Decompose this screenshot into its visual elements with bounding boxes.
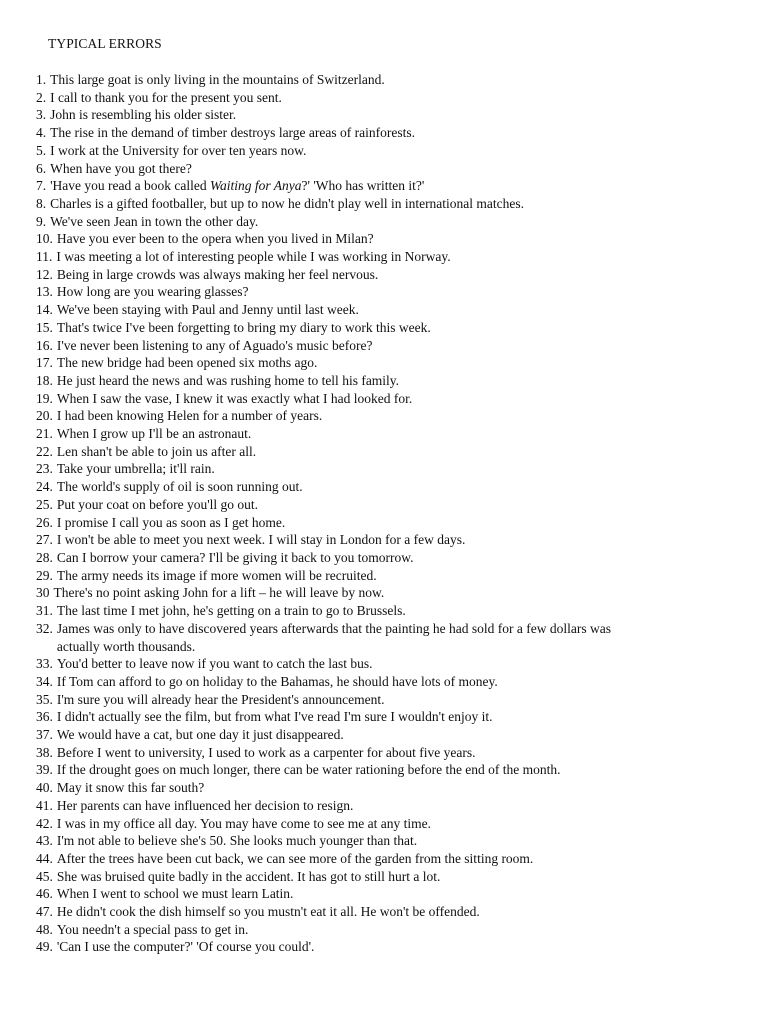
list-item xyxy=(36,850,736,868)
item-text xyxy=(57,425,736,443)
item-text-main: Put your coat on before you'll go out. xyxy=(56,496,259,512)
error-list xyxy=(36,71,736,956)
item-text xyxy=(57,620,736,655)
item-text-main: There's no point asking John for a lift – he will leave by now. xyxy=(53,585,385,601)
item-number: 23. xyxy=(36,461,53,477)
item-text xyxy=(57,691,736,709)
document-title: TYPICAL ERRORS xyxy=(48,36,162,51)
item-text-main: That's twice I've been forgetting to bring my diary to work this week. xyxy=(56,319,431,335)
item-text xyxy=(57,761,736,779)
item-text-main: After the trees have been cut back, we can see more of the garden from the sitting room. xyxy=(56,850,534,866)
item-text xyxy=(57,354,736,372)
item-text-main: John is resembling his older sister. xyxy=(50,107,237,123)
item-text-main: The last time I met john, he's getting on a train to go to Brussels. xyxy=(56,603,406,619)
list-item xyxy=(36,938,736,956)
item-number: 16. xyxy=(36,337,53,353)
item-text xyxy=(57,673,736,691)
item-text xyxy=(57,319,736,337)
item-text-main: I had been knowing Helen for a number of years. xyxy=(56,408,323,424)
item-number: 17. xyxy=(36,355,53,371)
list-item xyxy=(36,460,736,478)
item-text xyxy=(50,71,736,89)
item-text xyxy=(57,283,736,301)
item-text xyxy=(57,514,736,532)
item-text-main: 'Can I use the computer?' 'Of course you could'. xyxy=(56,939,315,955)
item-text xyxy=(57,478,736,496)
list-item xyxy=(36,319,736,337)
list-item xyxy=(36,443,736,461)
item-number: 4. xyxy=(36,125,47,141)
item-text-main: I call to thank you for the present you sent. xyxy=(50,89,282,105)
item-text-main: I work at the University for over ten years now. xyxy=(50,142,307,158)
list-item xyxy=(36,124,736,142)
item-text xyxy=(50,89,736,107)
list-item xyxy=(36,354,736,372)
list-item xyxy=(36,425,736,443)
list-item xyxy=(36,673,736,691)
list-item xyxy=(36,372,736,390)
item-number: 45. xyxy=(36,868,53,884)
item-text-main: We would have a cat, but one day it just disappeared. xyxy=(56,727,344,743)
item-number: 35. xyxy=(36,691,53,707)
item-text xyxy=(57,815,736,833)
item-text-main: I didn't actually see the film, but from what I've read I'm sure I wouldn't enjoy it. xyxy=(56,709,493,725)
item-number: 14. xyxy=(36,302,53,318)
item-text xyxy=(57,885,736,903)
item-number: 40. xyxy=(36,780,53,796)
item-text xyxy=(57,903,736,921)
item-text xyxy=(57,230,736,248)
list-item xyxy=(36,177,736,195)
item-number: 9. xyxy=(36,213,47,229)
item-text-main: When I went to school we must learn Latin. xyxy=(56,886,294,902)
item-text xyxy=(57,443,736,461)
item-text-main: I'm sure you will already hear the President's announcement. xyxy=(56,691,385,707)
list-item xyxy=(36,655,736,673)
item-text xyxy=(50,213,736,231)
item-text-main: How long are you wearing glasses? xyxy=(56,284,249,300)
item-text-main: Being in large crowds was always making her feel nervous. xyxy=(56,266,379,282)
item-text-part: ?' 'Who has written it?' xyxy=(301,178,425,194)
item-text xyxy=(50,124,736,142)
list-item xyxy=(36,337,736,355)
list-item xyxy=(36,602,736,620)
item-number: 36. xyxy=(36,709,53,725)
list-item xyxy=(36,514,736,532)
item-text xyxy=(57,938,736,956)
item-number: 8. xyxy=(36,195,47,211)
item-text xyxy=(50,177,736,195)
list-item xyxy=(36,213,736,231)
item-text xyxy=(57,337,736,355)
item-number: 3. xyxy=(36,107,47,123)
item-number: 22. xyxy=(36,443,53,459)
item-text xyxy=(57,531,736,549)
list-item xyxy=(36,531,736,549)
list-item xyxy=(36,230,736,248)
list-item xyxy=(36,283,736,301)
item-text-main: Her parents can have influenced her decision to resign. xyxy=(56,797,354,813)
item-text-main: The army needs its image if more women will be recruited. xyxy=(56,567,377,583)
item-text xyxy=(57,567,736,585)
item-text xyxy=(57,744,736,762)
item-text xyxy=(50,195,736,213)
item-text xyxy=(56,248,736,266)
list-item xyxy=(36,89,736,107)
item-text xyxy=(57,726,736,744)
item-text-main: I'm not able to believe she's 50. She looks much younger than that. xyxy=(56,833,418,849)
list-item xyxy=(36,779,736,797)
item-text xyxy=(57,832,736,850)
list-item xyxy=(36,761,736,779)
book-title-italic: Waiting for Anya xyxy=(210,178,302,194)
list-item xyxy=(36,496,736,514)
item-number: 47. xyxy=(36,904,53,920)
item-text-main: Have you ever been to the opera when you lived in Milan? xyxy=(56,231,374,247)
item-text-main: I won't be able to meet you next week. I will stay in London for a few days. xyxy=(56,532,466,548)
item-text-main: I was meeting a lot of interesting people while I was working in Norway. xyxy=(56,249,451,265)
item-text-main: The new bridge had been opened six moths ago. xyxy=(56,355,318,371)
item-text xyxy=(57,407,736,425)
list-item xyxy=(36,903,736,921)
item-number: 20. xyxy=(36,408,53,424)
item-text xyxy=(57,372,736,390)
item-number: 19. xyxy=(36,390,53,406)
item-text xyxy=(57,850,736,868)
item-text-main: You needn't a special pass to get in. xyxy=(56,921,249,937)
item-number: 39. xyxy=(36,762,53,778)
item-number: 33. xyxy=(36,656,53,672)
item-number: 30 xyxy=(36,585,50,601)
list-item xyxy=(36,584,736,602)
list-item xyxy=(36,142,736,160)
list-item xyxy=(36,620,736,655)
item-text xyxy=(57,496,736,514)
item-number: 31. xyxy=(36,603,53,619)
item-number: 48. xyxy=(36,921,53,937)
item-text-main: When I saw the vase, I knew it was exactly what I had looked for. xyxy=(56,390,413,406)
item-text xyxy=(57,779,736,797)
item-number: 18. xyxy=(36,372,53,388)
list-item xyxy=(36,549,736,567)
list-item xyxy=(36,248,736,266)
list-item xyxy=(36,390,736,408)
item-text-main: We've been staying with Paul and Jenny until last week. xyxy=(56,302,359,318)
list-item xyxy=(36,726,736,744)
item-text xyxy=(57,868,736,886)
item-number: 12. xyxy=(36,266,53,282)
item-text xyxy=(57,390,736,408)
item-text xyxy=(54,584,737,602)
item-text-main: Can I borrow your camera? I'll be giving it back to you tomorrow. xyxy=(56,549,414,565)
item-number: 38. xyxy=(36,744,53,760)
list-item xyxy=(36,266,736,284)
item-number: 49. xyxy=(36,939,53,955)
item-number: 28. xyxy=(36,549,53,565)
item-text-main: We've seen Jean in town the other day. xyxy=(50,213,259,229)
item-text-main: Len shan't be able to join us after all. xyxy=(56,443,257,459)
item-number: 11. xyxy=(36,249,53,265)
item-text xyxy=(57,921,736,939)
list-item xyxy=(36,815,736,833)
item-number: 42. xyxy=(36,815,53,831)
item-number: 27. xyxy=(36,532,53,548)
item-text xyxy=(57,797,736,815)
list-item xyxy=(36,301,736,319)
item-text xyxy=(57,460,736,478)
item-text-part: 'Have you read a book called xyxy=(50,178,210,194)
item-text-main: The rise in the demand of timber destroys large areas of rainforests. xyxy=(50,125,416,141)
list-item xyxy=(36,407,736,425)
item-text-main: He just heard the news and was rushing home to tell his family. xyxy=(56,372,400,388)
item-number: 29. xyxy=(36,567,53,583)
item-text-main: He didn't cook the dish himself so you mustn't eat it all. He won't be offended. xyxy=(56,904,480,920)
item-number: 43. xyxy=(36,833,53,849)
item-text-main: Charles is a gifted footballer, but up to now he didn't play well in international matches. xyxy=(50,195,525,211)
item-number: 32. xyxy=(36,620,53,636)
item-number: 5. xyxy=(36,142,47,158)
item-number: 10. xyxy=(36,231,53,247)
item-text-main: This large goat is only living in the mountains of Switzerland. xyxy=(50,72,385,87)
item-number: 37. xyxy=(36,727,53,743)
item-text-main: The world's supply of oil is soon running out. xyxy=(56,479,303,495)
item-number: 6. xyxy=(36,160,47,176)
list-item xyxy=(36,797,736,815)
list-item xyxy=(36,478,736,496)
item-text-main: If the drought goes on much longer, there can be water rationing before the end of the month. xyxy=(56,762,561,778)
item-number: 21. xyxy=(36,426,53,442)
list-item xyxy=(36,744,736,762)
item-text-main: Before I went to university, I used to work as a carpenter for about five years. xyxy=(56,744,476,760)
item-number: 7. xyxy=(36,178,47,194)
item-text xyxy=(57,549,736,567)
list-item xyxy=(36,832,736,850)
list-item xyxy=(36,160,736,178)
item-text-main: I was in my office all day. You may have come to see me at any time. xyxy=(56,815,432,831)
item-text-main: If Tom can afford to go on holiday to the Bahamas, he should have lots of money. xyxy=(56,673,498,689)
item-text xyxy=(50,142,736,160)
item-number: 26. xyxy=(36,514,53,530)
list-item xyxy=(36,71,736,89)
list-item xyxy=(36,106,736,124)
item-text-main: Take your umbrella; it'll rain. xyxy=(56,461,215,477)
list-item xyxy=(36,885,736,903)
item-number: 13. xyxy=(36,284,53,300)
item-number: 2. xyxy=(36,89,47,105)
item-text-main: You'd better to leave now if you want to catch the last bus. xyxy=(56,656,373,672)
list-item xyxy=(36,195,736,213)
item-text xyxy=(57,655,736,673)
item-text xyxy=(57,266,736,284)
item-number: 24. xyxy=(36,479,53,495)
item-text-main: She was bruised quite badly in the accident. It has got to still hurt a lot. xyxy=(56,868,441,884)
item-text-continuation: actually worth thousands. xyxy=(56,638,196,654)
item-text xyxy=(57,708,736,726)
item-text xyxy=(50,160,736,178)
item-text-main: May it snow this far south? xyxy=(56,780,205,796)
item-text xyxy=(57,602,736,620)
item-text xyxy=(57,301,736,319)
item-text-main: I promise I call you as soon as I get home. xyxy=(56,514,286,530)
item-number: 41. xyxy=(36,797,53,813)
item-number: 46. xyxy=(36,886,53,902)
item-text-main: When I grow up I'll be an astronaut. xyxy=(56,426,252,442)
list-item xyxy=(36,708,736,726)
item-number: 25. xyxy=(36,496,53,512)
item-text-main: James was only to have discovered years afterwards that the painting he had sold for a few dollars was xyxy=(56,620,611,636)
list-item xyxy=(36,921,736,939)
item-number: 34. xyxy=(36,673,53,689)
list-item xyxy=(36,868,736,886)
item-text-main: I've never been listening to any of Aguado's music before? xyxy=(56,337,373,353)
item-number: 44. xyxy=(36,850,53,866)
item-number: 15. xyxy=(36,319,53,335)
item-number: 1. xyxy=(36,72,47,87)
item-text-main: When have you got there? xyxy=(50,160,192,176)
list-item xyxy=(36,567,736,585)
item-text xyxy=(50,106,736,124)
list-item xyxy=(36,691,736,709)
